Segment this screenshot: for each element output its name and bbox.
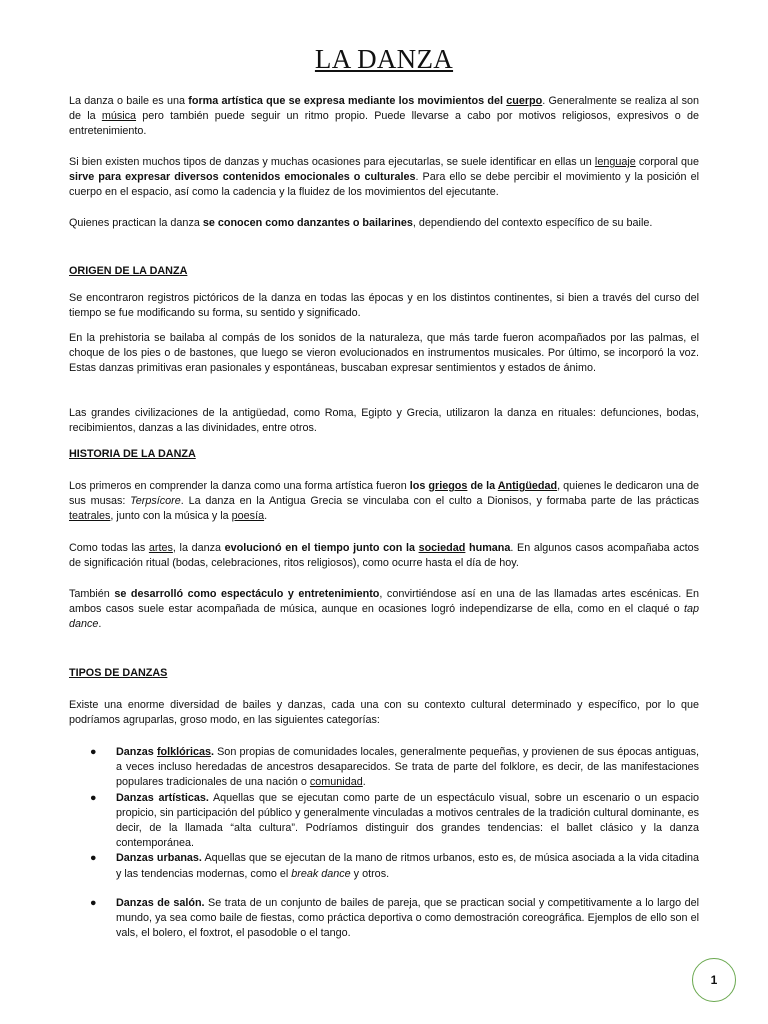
origen-paragraph-1: Se encontraron registros pictóricos de la danza en todas las épocas y en los distintos continentes, si bien a través del curso del tiempo se fue modificando su forma, su sentido y significado. — [69, 292, 699, 320]
origen-paragraph-3: Las grandes civilizaciones de la antigüedad, como Roma, Egipto y Grecia, utilizaron la danza en rituales: defunciones, bodas, recibimientos, danzas a las divinidades, entre otros. — [69, 407, 699, 435]
bullet-icon: ● — [90, 746, 97, 758]
intro-paragraph-2: Si bien existen muchos tipos de danzas y muchas ocasiones para ejecutarlas, se suele identificar en ellas un lenguaje corporal que sirve para expresar diversos contenidos emocionales o culturales. Para ello se debe percibir el movimiento y la posición el cuerpo en el espacio, así como la cadencia y la fluidez de los movimientos del ejecutante. — [69, 156, 699, 199]
bullet-icon: ● — [90, 852, 97, 865]
origen-heading: ORIGEN DE LA DANZA — [69, 265, 188, 277]
tipos-list — [69, 745, 699, 882]
historia-paragraph-2: Como todas las artes, la danza evolucionó en el tiempo junto con la sociedad humana. En algunos casos acompañaba actos de significación ritual (bodas, celebraciones, ritos religiosos), como ocurre hasta el día de hoy. — [69, 542, 700, 570]
historia-heading: HISTORIA DE LA DANZA — [69, 448, 196, 460]
origen-paragraph-2: En la prehistoria se bailaba al compás de los sonidos de la naturaleza, que más tarde fueron acompañados por las palmas, el choque de los pies o de bastones, que luego se vieron evolucionados en instrumentos musicales. Por último, se incorporó la voz. Estas danzas primitivas eran pasionales y espontáneas, buscaban expresar sentimientos y estados de ánimo. — [69, 332, 699, 375]
bullet-icon: ● — [90, 897, 97, 909]
page-number-badge: 1 — [692, 958, 736, 1002]
tipos-list-continued — [69, 896, 699, 942]
page-title: LA DANZA — [314, 44, 454, 74]
intro-paragraph-3: Quienes practican la danza se conocen como danzantes o bailarines, dependiendo del contexto específico de su baile. — [69, 217, 653, 229]
tipos-heading: TIPOS DE DANZAS — [69, 667, 168, 679]
intro-paragraph-1: La danza o baile es una forma artística que se expresa mediante los movimientos del cuerpo. Generalmente se realiza al son de la música pero también puede seguir un ritmo propio. Puede llevarse a cabo por motivos religiosos, expresivos o de entretenimiento. — [69, 95, 700, 138]
historia-paragraph-1: Los primeros en comprender la danza como una forma artística fueron los griegos de la Antigüedad, quienes le dedicaron una de sus musas: Terpsícore. La danza en la Antigua Grecia se vinculaba con el culto a Dionisos, y formaba parte de las prácticas teatrales, junto con la música y la poesía. — [69, 480, 700, 523]
tipos-intro-paragraph: Existe una enorme diversidad de bailes y danzas, cada una con su contexto cultural determinado y específico, por lo que podríamos agruparlas, groso modo, en las siguientes categorías: — [69, 699, 699, 727]
historia-paragraph-3: También se desarrolló como espectáculo y entretenimiento, convirtiéndose así en una de las llamadas artes escénicas. En ambos casos suele estar acompañada de música, aunque en ocasiones logró independizarse de ella, como en el claqué o tap dance. — [69, 588, 699, 631]
list-item-salon: ● Danzas de salón. Se trata de un conjunto de bailes de pareja, que se practican social y competitivamente a lo largo del mundo, ya sea como baile de fiestas, como práctica deportiva o como demostración coreográfica. Ejemplos de ello son el vals, el bolero, el foxtrot, el pasodoble o el tango. — [90, 897, 699, 940]
list-item-urbanas: ● Danzas urbanas. Aquellas que se ejecutan de la mano de ritmos urbanos, esto es, de música asociada a la vida citadina y las tendencias modernas, como el break dance y otros. — [90, 852, 699, 880]
list-item-folkloricas: ● Danzas folklóricas. Son propias de comunidades locales, generalmente pequeñas, y provienen de sus épocas antiguas, a veces incluso heredadas de ancestros desaparecidos. Se trata de parte del folklore, es decir, de las manifestaciones populares tradicionales de una nación o comunidad. — [90, 746, 699, 789]
bullet-icon: ● — [90, 791, 97, 804]
list-item-artisticas: ● Danzas artísticas. Aquellas que se ejecutan como parte de un espectáculo visual, sobre un escenario o un espacio propicio, sin participación del público y generalmente vinculadas a motivos centrales de la tradición cultural dominante, es decir, de la llamada “alta cultura”. Podríamos distinguir dos grandes tendencias: el ballet clásico y la danza contemporánea. — [90, 791, 699, 850]
